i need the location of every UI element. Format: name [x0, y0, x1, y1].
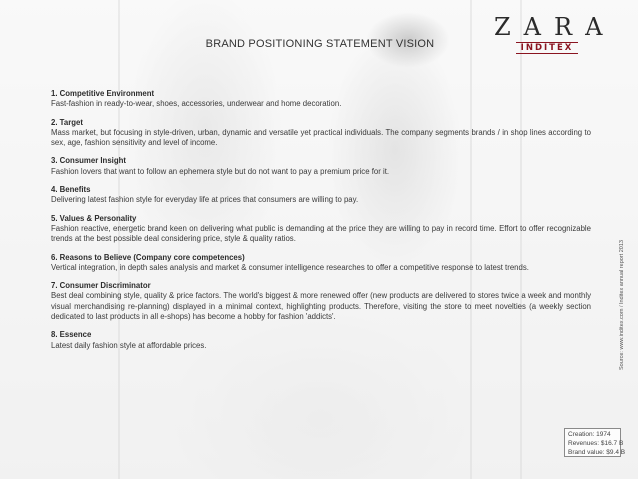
zara-inditex-logo — [488, 13, 616, 56]
positioning-sections — [51, 89, 591, 359]
source-note — [619, 135, 625, 370]
section-body: Vertical integration, in depth sales analysis and market & consumer intelligence researches to offer a competitive response to latest trends. — [51, 262, 529, 272]
slide-title: BRAND POSITIONING STATEMENT VISION — [205, 38, 435, 50]
section-heading: 6. Reasons to Believe (Company core competences) — [51, 252, 245, 262]
logo-wordmark: ZARA — [494, 13, 616, 41]
section-heading: 8. Essence — [51, 330, 92, 340]
section-consumer-insight — [51, 156, 591, 177]
section-body: Fast-fashion in ready-to-wear, shoes, accessories, underwear and home decoration. — [51, 99, 342, 109]
section-benefits — [51, 185, 591, 206]
section-heading: 4. Benefits — [51, 185, 91, 195]
section-body: Fashion reactive, energetic brand keen on delivering what public is demanding at the price they are willing to pay in record time. Effort to offer recognizable trends at the best possible deal considering price, style & quality ratios. — [51, 223, 591, 244]
stat-creation: Creation: 1974 — [568, 431, 611, 438]
section-values-personality — [51, 214, 591, 245]
section-competitive-environment — [51, 89, 591, 110]
section-heading: 5. Values & Personality — [51, 213, 137, 223]
source-note-text: Source: www.inditex.com / Inditex annual report 2013 — [619, 240, 625, 370]
section-heading: 3. Consumer Insight — [51, 156, 126, 166]
section-body: Mass market, but focusing in style-driven, urban, dynamic and versatile yet practical individuals. The company segments brands / in shop lines according to sex, age, fashion sensitivity and level of income. — [51, 127, 591, 148]
section-consumer-discriminator — [51, 281, 591, 322]
brand-stats-box — [564, 428, 626, 457]
section-essence — [51, 330, 591, 351]
section-body: Latest daily fashion style at affordable prices. — [51, 340, 207, 350]
section-heading: 7. Consumer Discriminator — [51, 281, 151, 291]
section-reasons-to-believe — [51, 253, 591, 274]
section-body: Fashion lovers that want to follow an ephemera style but do not want to pay a premium price for it. — [51, 166, 390, 176]
section-heading: 2. Target — [51, 117, 83, 127]
stat-brand-value: Brand value: $9.4 B — [568, 449, 626, 456]
stat-revenues: Revenues: $16.7 B — [568, 440, 624, 447]
section-heading: 1. Competitive Environment — [51, 89, 155, 98]
section-target — [51, 118, 591, 149]
section-body: Best deal combining style, quality & price factors. The world's biggest & more renewed offer (new products are delivered to stores twice a week and monthly visual merchandising re-planning) displayed in a minimal context, highlighting products. Therefore, visiting the store to meet novelties (a weekly section dedicated to last products in all e-shops) has become a hobby for fashion 'addicts'. — [51, 291, 591, 322]
section-body: Delivering latest fashion style for everyday life at prices that consumers are willing to pay. — [51, 195, 359, 205]
logo-subbrand: INDITEX — [516, 42, 578, 54]
